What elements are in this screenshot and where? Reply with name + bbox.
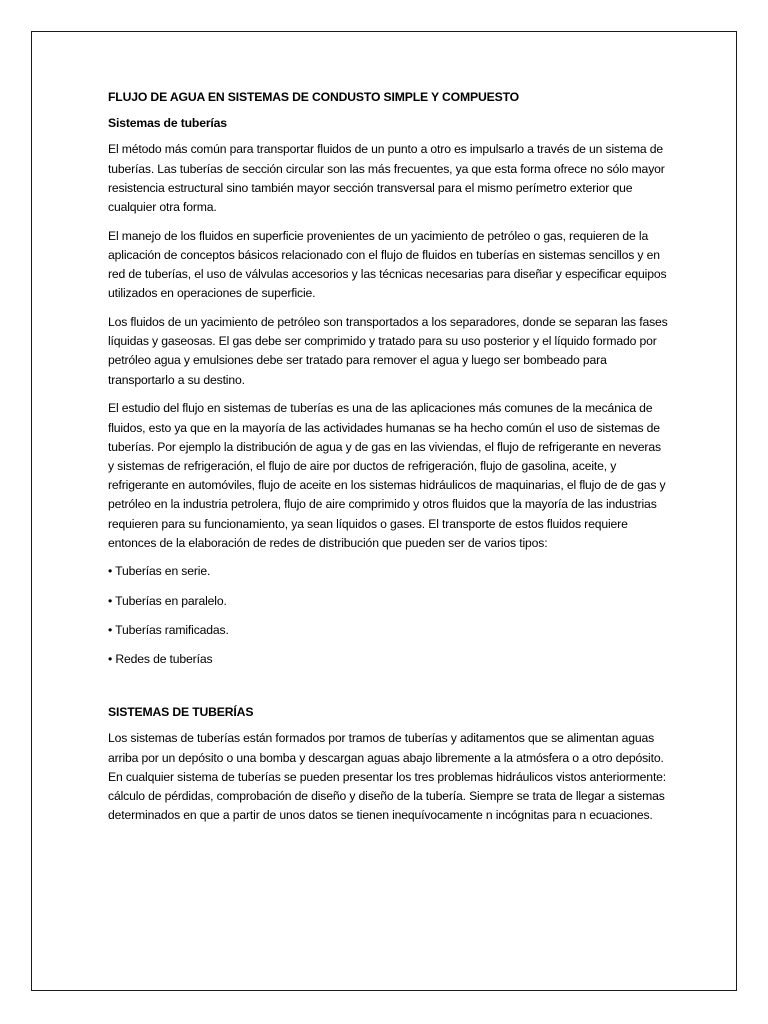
paragraph: Los sistemas de tuberías están formados por tramos de tuberías y aditamentos que se alimentan aguas arriba por un depósito o una bomba y descargan aguas abajo libremente a la atmósfera o a otro depósito. En cualquier sistema de tuberías se pueden presentar los tres problemas hidráulicos vistos anteriormente: cálculo de pérdidas, comprobación de diseño y diseño de la tubería. Siempre se trata de llegar a sistemas determinados en que a partir de unos datos se tienen inequívocamente n incógnitas para n ecuaciones.: [108, 731, 667, 823]
document-content: [108, 88, 668, 835]
bullet-list: [108, 562, 668, 669]
document-page: [31, 31, 737, 991]
paragraph: El manejo de los fluidos en superficie provenientes de un yacimiento de petróleo o gas, requieren de la aplicación de conceptos básicos relacionado con el flujo de fluidos en tuberías en sistemas sencillos y en red de tuberías, el uso de válvulas accesorios y las técnicas necesarias para diseñar y especificar equipos utilizados en operaciones de superficie.: [108, 228, 667, 301]
paragraph: Los fluidos de un yacimiento de petróleo son transportados a los separadores, donde se separan las fases líquidas y gaseosas. El gas debe ser comprimido y tratado para su uso posterior y el líquido formado por petróleo agua y emulsiones debe ser tratado para remover el agua y luego ser bombeado para transportarlo a su destino.: [108, 315, 668, 387]
bullet-item: • Tuberías ramificadas.: [108, 622, 229, 637]
section-heading: Sistemas de tuberías: [108, 116, 227, 131]
document-title: FLUJO DE AGUA EN SISTEMAS DE CONDUSTO SIMPLE Y COMPUESTO: [108, 90, 519, 104]
bullet-item: • Tuberías en paralelo.: [108, 593, 227, 608]
bullet-item: • Redes de tuberías: [108, 652, 213, 667]
section-heading: SISTEMAS DE TUBERÍAS: [108, 705, 254, 720]
bullet-item: • Tuberías en serie.: [108, 564, 211, 579]
paragraph: El estudio del flujo en sistemas de tuberías es una de las aplicaciones más comunes de la mecánica de fluidos, esto ya que en la mayoría de las actividades humanas se ha hecho común el uso de sistemas de tuberías. Por ejemplo la distribución de agua y de gas en las viviendas, el flujo de refrigerante en neveras y sistemas de refrigeración, el flujo de aire por ductos de refrigeración, flujo de gasolina, aceite, y refrigerante en automóviles, flujo de aceite en los sistemas hidráulicos de maquinarias, el flujo de de gas y petróleo en la industria petrolera, flujo de aire comprimido y otros fluidos que la mayoría de las industrias requieren para su funcionamiento, ya sean líquidos o gases. El transporte de estos fluidos requiere entonces de la elaboración de redes de distribución que pueden ser de varios tipos:: [108, 401, 666, 550]
paragraph: El método más común para transportar fluidos de un punto a otro es impulsarlo a través de un sistema de tuberías. Las tuberías de sección circular son las más frecuentes, ya que esta forma ofrece no sólo mayor resistencia estructural sino también mayor sección transversal para el mismo perímetro exterior que cualquier otra forma.: [108, 142, 665, 215]
